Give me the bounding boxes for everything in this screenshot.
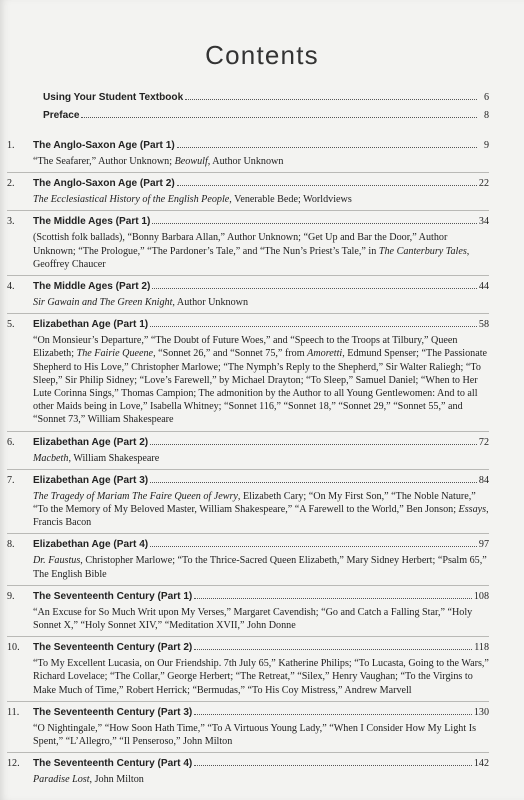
reading-title-italic: Essays <box>458 504 487 516</box>
leader-dots <box>194 714 472 715</box>
chapter-readings <box>33 332 489 426</box>
toc-chapter-entry <box>7 177 489 211</box>
reading-text: , Author Unknown <box>172 297 249 309</box>
chapter-title: Elizabethan Age (Part 4) <box>33 539 149 551</box>
reading-title-italic: The Ecclesiastical History of the English People <box>33 194 230 206</box>
leader-dots <box>152 223 477 224</box>
toc-page-number: 6 <box>483 92 489 103</box>
chapter-title: The Middle Ages (Part 1) <box>33 216 151 228</box>
leader-dots <box>194 598 472 599</box>
reading-text: , William Shakespeare <box>68 452 160 464</box>
chapter-page-number: 142 <box>473 758 489 770</box>
chapter-readings <box>33 604 489 632</box>
leader-dots <box>81 117 477 118</box>
chapter-title: Elizabethan Age (Part 1) <box>33 319 149 331</box>
chapter-title: The Seventeenth Century (Part 3) <box>33 706 193 718</box>
reading-text: , Edmund Spenser; “The Passionate Shepherd to His Love,” Christopher Marlowe; “The Nymph’s Reply to the Shepherd,” Sir Walter Raliegh; “To Sleep,” Sir Philip Sidney; “Love’s Farewell,” by Michael Drayton; “To Sleep,” Samuel Daniel; “When to Her Lute Corinna Sings,” Thomas Campion; The admonition by the Author to all Young Gentlewomen: And to all other Maids being in Love,” Isabella Whitney; “Sonnet 116,” “Sonnet 18,” “Sonnet 29,” “Sonnet 55,” and “Sonnet 73,” William Shakespeare <box>33 348 488 426</box>
reading-title-italic: The Canterbury Tales <box>378 245 467 257</box>
reading-text: “An Excuse for So Much Writ upon My Verses,” Margaret Cavendish; “Go and Catch a Falling Star,” “Holy Sonnet X,” “Holy Sonnet XIV,” “Meditation XVII,” John Donne <box>33 606 473 632</box>
toc-entry-title: Preface <box>43 110 80 121</box>
toc-chapter-entry <box>7 139 489 173</box>
chapter-title: The Anglo-Saxon Age (Part 2) <box>33 178 175 190</box>
chapter-readings <box>33 153 489 168</box>
chapter-title: Elizabethan Age (Part 2) <box>33 436 149 448</box>
front-matter-item <box>7 109 489 127</box>
chapter-number: 7. <box>7 474 15 486</box>
chapter-page-number: 130 <box>473 706 489 718</box>
chapter-title: The Seventeenth Century (Part 1) <box>33 590 193 602</box>
reading-text: (Scottish folk ballads), “Bonny Barbara Allan,” Author Unknown; “Get Up and Bar the Door,” Author Unknown; “The Prologue,” “The Pardoner’s Tale,” and “The Nun’s Priest’s Tale,” in <box>33 232 448 257</box>
chapter-number: 8. <box>7 539 15 551</box>
chapter-title: The Seventeenth Century (Part 4) <box>33 758 193 770</box>
reading-text: , Geoffrey Chaucer <box>33 245 470 270</box>
leader-dots <box>150 326 477 327</box>
toc-entry-title: Using Your Student Textbook <box>43 92 184 103</box>
reading-text: “On Monsieur’s Departure,” “The Doubt of Future Woes,” and “Speech to the Troops at Tilbury,” Queen Elizabeth; <box>33 335 458 360</box>
toc-chapter-entry <box>7 757 489 790</box>
chapter-readings <box>33 229 489 271</box>
front-matter-item <box>7 91 489 109</box>
reading-title-italic: The Fairie Queene <box>76 348 154 360</box>
toc-page-number: 8 <box>483 110 489 121</box>
reading-text: , Venerable Bede; Worldviews <box>229 194 352 206</box>
reading-text: “O Nightingale,” “How Soon Hath Time,” “To A Virtuous Young Lady,” “When I Consider How My Light Is Spent,” “L’Allegro,” “Il Penseroso,” John Milton <box>33 722 477 748</box>
chapter-title: Elizabethan Age (Part 3) <box>33 474 149 486</box>
leader-dots <box>177 185 477 186</box>
chapter-page-number: 44 <box>478 281 489 293</box>
toc-chapter-entry <box>7 280 489 314</box>
toc-chapter-entry <box>7 318 489 431</box>
chapter-readings <box>33 720 489 748</box>
chapter-readings <box>33 655 489 697</box>
reading-title-italic: Sir Gawain and The Green Knight <box>33 297 173 309</box>
chapter-number: 12. <box>7 758 20 770</box>
chapter-number: 6. <box>7 436 15 448</box>
chapter-page-number: 34 <box>478 216 489 228</box>
reading-title-italic: Macbeth <box>33 452 69 464</box>
chapter-title: The Seventeenth Century (Part 2) <box>33 642 193 654</box>
chapter-number: 2. <box>7 178 15 190</box>
toc-chapter-entry <box>7 474 489 535</box>
chapter-page-number: 118 <box>474 642 489 654</box>
reading-title-italic: Amoretti <box>307 348 343 360</box>
page-title: Contents <box>205 40 319 70</box>
chapter-page-number: 72 <box>478 436 489 448</box>
chapter-readings <box>33 488 489 530</box>
chapter-page-number: 108 <box>473 590 489 602</box>
toc-chapter-entry <box>7 538 489 585</box>
chapter-page-number: 97 <box>478 539 489 551</box>
chapter-number: 10. <box>7 642 20 654</box>
chapter-number: 1. <box>7 140 15 151</box>
toc-chapter-entry <box>7 706 489 753</box>
toc-chapter-entry <box>7 436 489 470</box>
leader-dots <box>194 649 472 650</box>
reading-text: , “Sonnet 26,” and “Sonnet 75,” from <box>153 348 308 360</box>
toc-chapter-entry <box>7 590 489 637</box>
reading-title-italic: Paradise Lost <box>33 774 90 786</box>
chapter-title: The Middle Ages (Part 2) <box>33 281 151 293</box>
chapter-readings <box>33 191 489 206</box>
reading-title-italic: Beowulf <box>174 156 208 167</box>
chapter-readings <box>33 450 489 465</box>
reading-text: , Elizabeth Cary; “On My First Son,” “The Noble Nature,” “To the Memory of My Beloved Master, William Shakespeare,” “A Farewell to the World,” Ben Jonson; <box>33 490 476 516</box>
leader-dots <box>150 546 477 547</box>
leader-dots <box>185 99 477 100</box>
leader-dots <box>152 288 477 289</box>
chapter-readings <box>33 294 489 309</box>
toc-chapter-entry <box>7 641 489 702</box>
table-of-contents <box>7 91 489 790</box>
chapter-page-number: 22 <box>478 178 489 190</box>
chapter-number: 9. <box>7 590 15 602</box>
chapter-page-number: 58 <box>478 319 489 331</box>
chapter-number: 11. <box>7 706 20 718</box>
leader-dots <box>150 444 477 445</box>
reading-text: , Author Unknown <box>207 156 284 167</box>
chapter-readings <box>33 771 489 786</box>
reading-text: , Francis Bacon <box>33 504 489 529</box>
chapter-readings <box>33 552 489 580</box>
leader-dots <box>194 765 472 766</box>
reading-text: “The Seafarer,” Author Unknown; <box>33 156 175 167</box>
leader-dots <box>150 482 477 483</box>
reading-text: , John Milton <box>89 774 144 786</box>
reading-title-italic: Dr. Faustus <box>33 555 81 567</box>
reading-title-italic: The Tragedy of Mariam The Faire Queen of Jewry <box>33 490 238 502</box>
leader-dots <box>177 147 477 148</box>
chapter-number: 5. <box>7 319 15 331</box>
chapter-list <box>7 139 489 790</box>
chapter-number: 4. <box>7 281 15 293</box>
toc-chapter-entry <box>7 215 489 276</box>
chapter-page-number: 9 <box>483 140 489 151</box>
chapter-number: 3. <box>7 216 15 228</box>
reading-text: “To My Excellent Lucasia, on Our Friendship. 7th July 65,” Katherine Philips; “To Lucasta, Going to the Wars,” Richard Lovelace; “The Collar,” George Herbert; “The Retreat,” “Silex,” Henry Vaughan; “To the Virgins to Make Much of Time,” Robert Herrick; “Bermudas,” “To His Coy Mistress,” Andrew Marvell <box>33 658 489 696</box>
chapter-page-number: 84 <box>478 474 489 486</box>
reading-text: , Christopher Marlowe; “To the Thrice-Sacred Queen Elizabeth,” Mary Sidney Herbert; “Psalm 65,” The English Bible <box>33 555 487 580</box>
chapter-title: The Anglo-Saxon Age (Part 1) <box>33 140 175 151</box>
